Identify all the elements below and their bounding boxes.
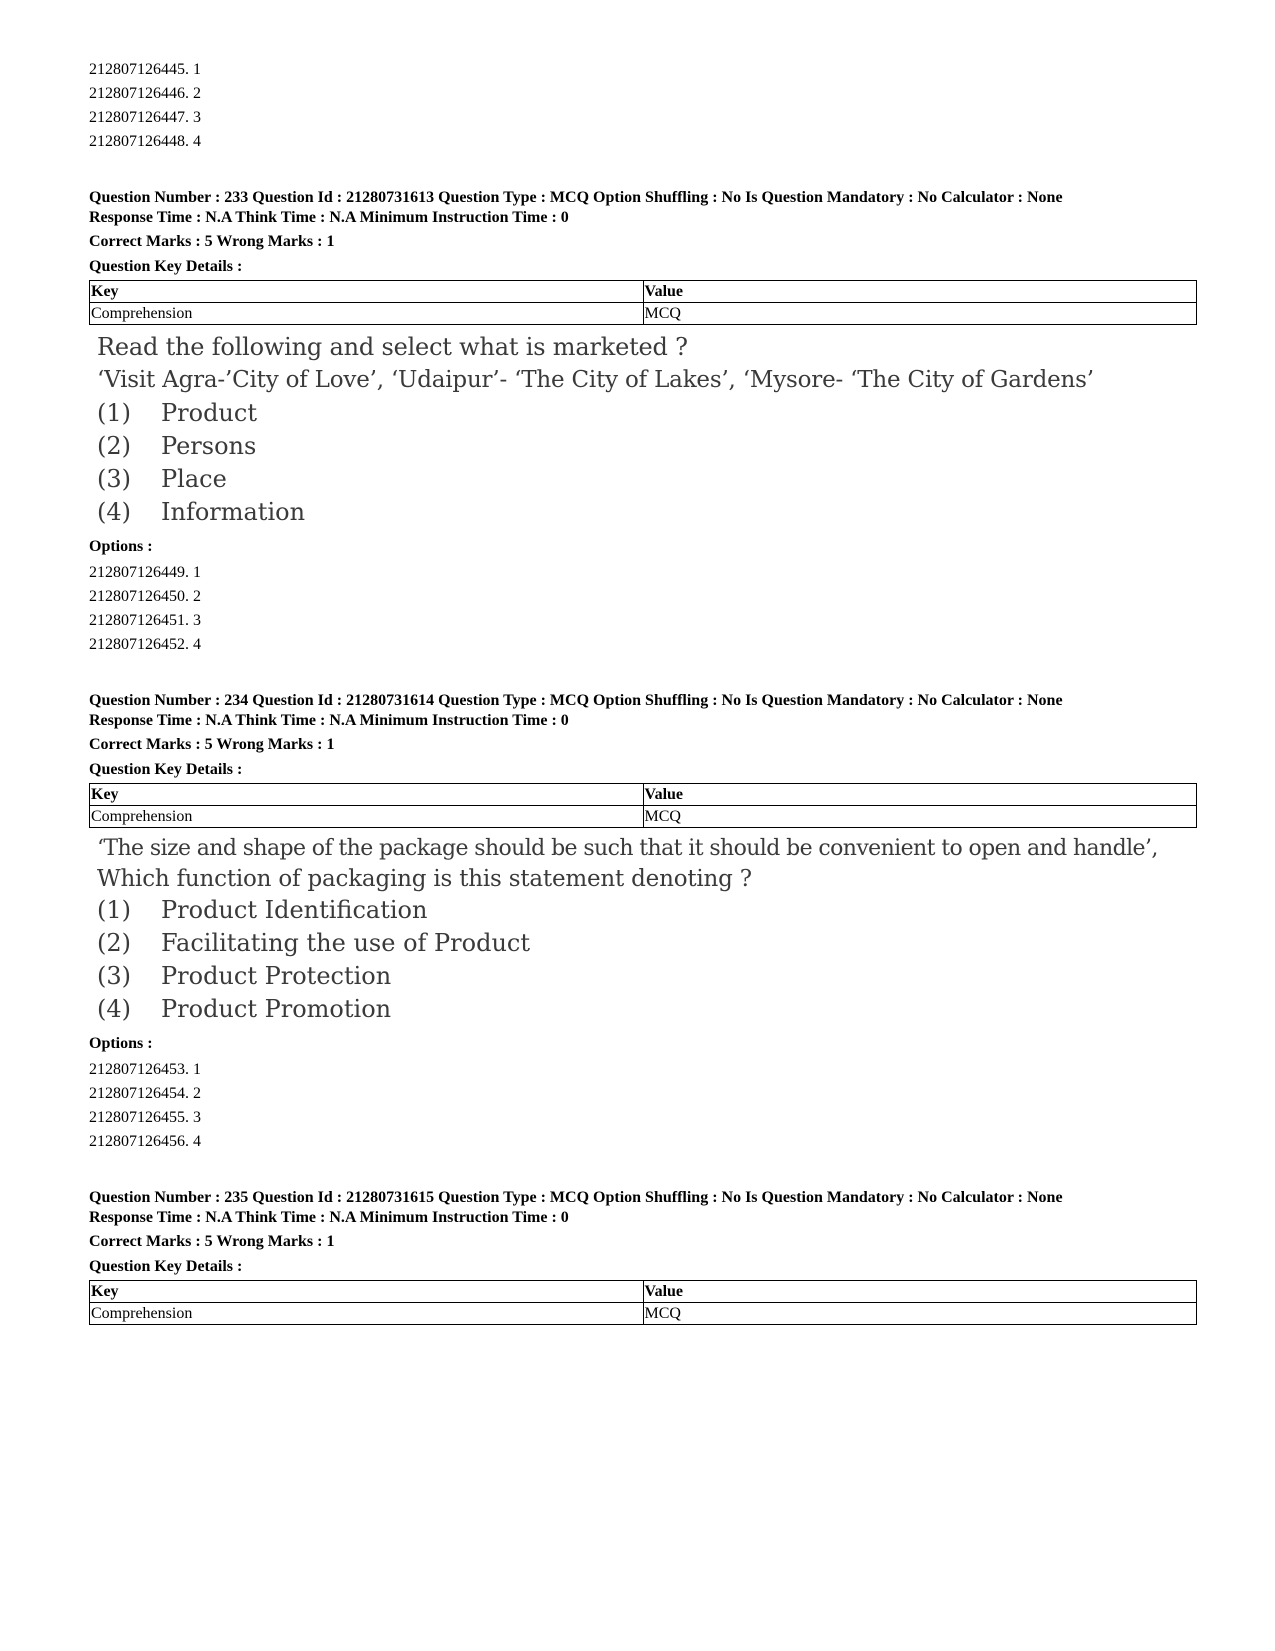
choice-number: (1): [97, 399, 131, 427]
question-header-line1: Question Number : 233 Question Id : 21280731613 Question Type : MCQ Option Shuffling : No Is Question Mandatory : No Calculator : None: [89, 189, 1063, 206]
option-line: 212807126455. 3: [89, 1109, 201, 1126]
value-header: Value: [643, 784, 1197, 806]
option-line: 212807126452. 4: [89, 636, 201, 653]
spacer: [89, 657, 1197, 691]
question-header-line2: Response Time : N.A Think Time : N.A Minimum Instruction Time : 0: [89, 1209, 569, 1226]
question-stem: ‘Visit Agra-’City of Love’, ‘Udaipur’- ‘The City of Lakes’, ‘Mysore- ‘The City of Gardens’: [97, 367, 1094, 393]
choice-item: [97, 960, 1197, 993]
question-235: [89, 1188, 1197, 1325]
option-line: 212807126450. 2: [89, 588, 201, 605]
choice-number: (2): [97, 929, 131, 957]
marks-line: Correct Marks : 5 Wrong Marks : 1: [89, 1233, 335, 1250]
key-cell: Comprehension: [90, 1303, 644, 1325]
question-stem: Read the following and select what is marketed ?: [97, 333, 688, 361]
choice-number: (4): [97, 995, 131, 1023]
value-cell: MCQ: [643, 1303, 1197, 1325]
marks-line: Correct Marks : 5 Wrong Marks : 1: [89, 233, 335, 250]
choice-item: [97, 430, 1197, 463]
option-line: 212807126453. 1: [89, 1061, 201, 1078]
key-header: Key: [90, 1281, 644, 1303]
option-line: 212807126447. 3: [89, 109, 201, 126]
choice-number: (1): [97, 896, 131, 924]
choice-text: Product Promotion: [161, 995, 392, 1023]
key-details-label: Question Key Details :: [89, 258, 243, 275]
choice-item: [97, 993, 1197, 1026]
key-header: Key: [90, 281, 644, 303]
question-header-line1: Question Number : 234 Question Id : 21280731614 Question Type : MCQ Option Shuffling : No Is Question Mandatory : No Calculator : None: [89, 692, 1063, 709]
choice-number: (3): [97, 465, 131, 493]
question-header-line1: Question Number : 235 Question Id : 21280731615 Question Type : MCQ Option Shuffling : No Is Question Mandatory : No Calculator : None: [89, 1189, 1063, 1206]
option-line: 212807126451. 3: [89, 612, 201, 629]
option-line: 212807126449. 1: [89, 564, 201, 581]
key-details-label: Question Key Details :: [89, 761, 243, 778]
value-cell: MCQ: [643, 806, 1197, 828]
options-label: Options :: [89, 538, 153, 555]
key-details-label: Question Key Details :: [89, 1258, 243, 1275]
key-details-table: [89, 280, 1197, 325]
value-cell: MCQ: [643, 303, 1197, 325]
marks-line: Correct Marks : 5 Wrong Marks : 1: [89, 736, 335, 753]
choice-text: Facilitating the use of Product: [161, 929, 530, 957]
question-stem: Which function of packaging is this statement denoting ?: [97, 866, 752, 892]
choice-item: [97, 894, 1197, 927]
spacer: [89, 1154, 1197, 1188]
key-header: Key: [90, 784, 644, 806]
option-line: 212807126448. 4: [89, 133, 201, 150]
choice-text: Place: [161, 465, 227, 493]
key-cell: Comprehension: [90, 806, 644, 828]
option-line: 212807126445. 1: [89, 61, 201, 78]
option-line: 212807126454. 2: [89, 1085, 201, 1102]
question-stem: ‘The size and shape of the package should be such that it should be convenient to open and handle’,: [97, 836, 1158, 861]
options-list: [89, 561, 1197, 657]
choice-item: [97, 927, 1197, 960]
options-label: Options :: [89, 1035, 153, 1052]
choice-item: [97, 463, 1197, 496]
choice-item: [97, 496, 1197, 529]
option-line: 212807126456. 4: [89, 1133, 201, 1150]
choice-text: Product Protection: [161, 962, 392, 990]
key-cell: Comprehension: [90, 303, 644, 325]
previous-options-list: [89, 58, 1197, 154]
document-page: [89, 58, 1197, 1325]
key-details-table: [89, 1280, 1197, 1325]
question-234: [89, 691, 1197, 1154]
choice-item: [97, 397, 1197, 430]
choice-text: Product Identification: [161, 896, 428, 924]
question-header-line2: Response Time : N.A Think Time : N.A Minimum Instruction Time : 0: [89, 209, 569, 226]
option-line: 212807126446. 2: [89, 85, 201, 102]
choice-text: Persons: [161, 432, 257, 460]
choice-number: (3): [97, 962, 131, 990]
value-header: Value: [643, 281, 1197, 303]
choice-text: Product: [161, 399, 257, 427]
choice-number: (2): [97, 432, 131, 460]
value-header: Value: [643, 1281, 1197, 1303]
question-233: [89, 188, 1197, 657]
choice-number: (4): [97, 498, 131, 526]
question-image: [97, 834, 1197, 1026]
key-details-table: [89, 783, 1197, 828]
question-image: [97, 331, 1197, 529]
choice-text: Information: [161, 498, 306, 526]
spacer: [89, 154, 1197, 188]
question-header-line2: Response Time : N.A Think Time : N.A Minimum Instruction Time : 0: [89, 712, 569, 729]
options-list: [89, 1058, 1197, 1154]
